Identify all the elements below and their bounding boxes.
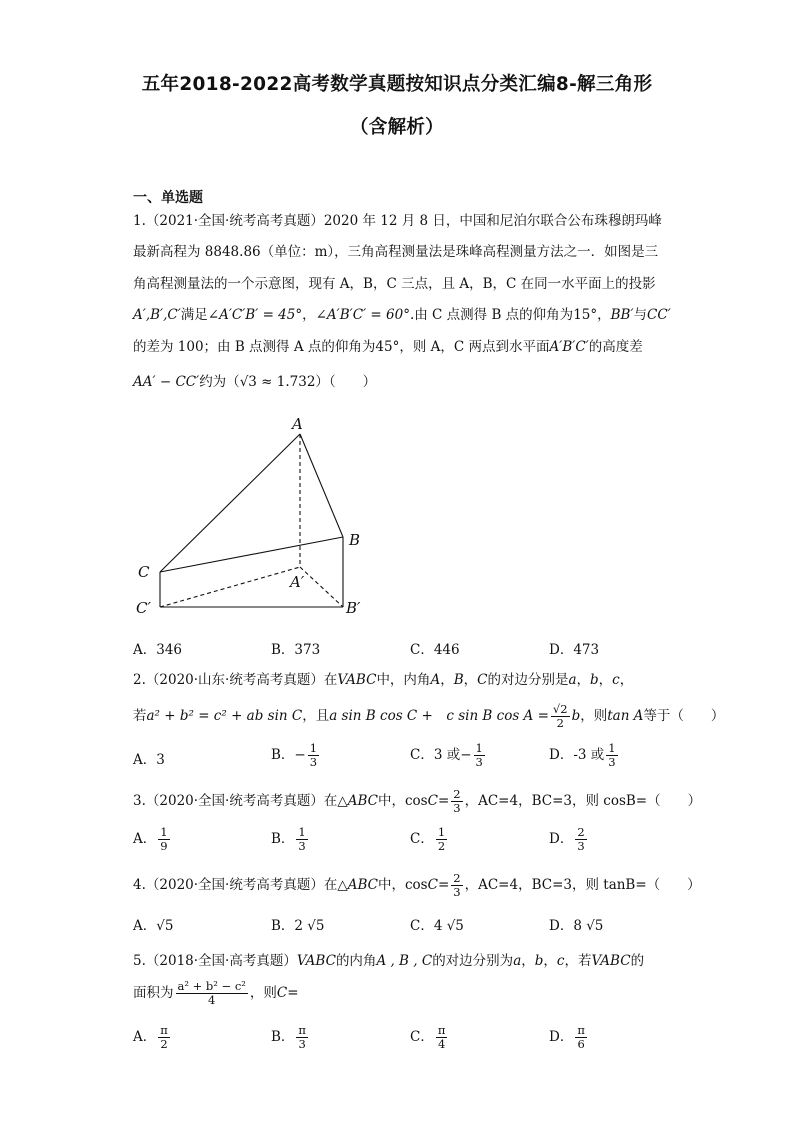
option-fraction (296, 1024, 308, 1051)
q2-math-condition-2: a sin B cos C + c sin B cos A = (329, 708, 549, 724)
fraction-numerator: π (298, 1023, 306, 1037)
option-label: B． (271, 1029, 295, 1045)
q2-math-c: C (477, 672, 488, 688)
q2-math-b: B (453, 672, 464, 688)
q3-text: 中，cos (377, 793, 428, 809)
q3-source: （2020·全国·统考高考真题） (145, 793, 324, 809)
q1-line-1 (133, 211, 662, 231)
fraction-numerator: a² + b² − c² (177, 979, 246, 993)
fraction-numerator: π (437, 1023, 446, 1037)
q2-math-side-b: b (590, 672, 599, 688)
q5-option-b[interactable] (271, 1024, 310, 1051)
q2-option-d[interactable] (549, 742, 620, 769)
q1-text: ， (597, 307, 611, 323)
label-a: A (292, 415, 303, 433)
q5-text: = (287, 985, 299, 1001)
label-b-prime: B′ (346, 599, 361, 617)
q1-math-angle-c: ∠A′C′B′ = 45° (207, 307, 303, 323)
fraction-numerator: 2 (453, 871, 461, 885)
q2-text: ，且 (302, 708, 330, 724)
q5-option-a[interactable] (133, 1024, 172, 1051)
q1-number: 1. (133, 213, 146, 229)
q3-option-b[interactable] (271, 826, 310, 853)
q4-option-c[interactable]: C．4 √5 (410, 918, 464, 934)
q1-option-c[interactable]: C．446 (410, 642, 460, 658)
q1-text: ， (302, 307, 316, 323)
option-label: C． (410, 1029, 434, 1045)
q5-math-triangle: VABC (591, 953, 631, 969)
fraction-denominator: 2 (556, 716, 564, 730)
label-b: B (349, 531, 361, 549)
q2-text: ， (576, 672, 591, 688)
q2-text: 的对边分别是 (487, 672, 569, 688)
q4-option-a[interactable]: A．√5 (133, 918, 174, 934)
q1-line-3: 角高程测量法的一个示意图，现有 A，B，C 三点，且 A，B，C 在同一水平面上的投影 (133, 276, 656, 292)
option-label: C．3 或− (410, 747, 472, 763)
q2-text: ，则 (580, 708, 608, 724)
q5-text: ， (521, 953, 535, 969)
option-fraction (158, 1024, 170, 1051)
q5-number: 5. (133, 953, 146, 969)
q1-text: 与 (633, 307, 648, 323)
q1-text: 的高度差 (588, 339, 643, 355)
option-label: D． (549, 831, 574, 847)
section-heading: 一、单选题 (133, 190, 203, 206)
q4-math-triangle: △ABC (337, 877, 378, 893)
fraction-denominator: 3 (608, 755, 616, 769)
q4-line-1 (133, 872, 701, 899)
q5-text: 面积为 (133, 985, 174, 1001)
q2-option-b[interactable] (271, 742, 321, 769)
q4-option-d[interactable]: D．8 √5 (549, 918, 604, 934)
page-subtitle: （含解析） (349, 117, 444, 138)
option-label: A． (133, 1029, 157, 1045)
q3-fraction (451, 788, 462, 815)
q4-text: 中，cos (377, 877, 428, 893)
q2-math-side-c: c (612, 672, 620, 688)
q1-option-b[interactable]: B．373 (271, 642, 321, 658)
q2-fraction (551, 703, 570, 730)
q1-text: 2020 年 12 月 8 日，中国和尼泊尔联合公布珠穆朗玛峰 (323, 213, 662, 229)
q5-text: ， (543, 953, 557, 969)
q3-option-d[interactable] (549, 826, 589, 853)
fraction-numerator: 1 (475, 741, 483, 755)
q3-number: 3. (133, 793, 146, 809)
option-label: B． (271, 831, 295, 847)
q5-line-2 (133, 980, 299, 1007)
q4-text: 在 (323, 877, 338, 893)
q4-math-c: C (427, 877, 438, 893)
q3-text: 在 (323, 793, 338, 809)
q3-text: ，AC=4，BC=3，则 cosB=（ ） (464, 793, 702, 809)
fraction-numerator: √2 (552, 702, 568, 716)
q5-fraction (176, 980, 248, 1007)
fraction-denominator: 4 (437, 1037, 446, 1051)
q4-option-b[interactable]: B．2 √5 (271, 918, 325, 934)
q3-math-triangle: △ABC (337, 793, 378, 809)
label-a-prime: A′ (290, 573, 305, 591)
label-c: C (138, 563, 150, 581)
edge-c-b (160, 537, 343, 572)
q2-line-1 (133, 670, 633, 690)
q5-math-c: C (276, 985, 288, 1001)
option-label: C． (410, 831, 434, 847)
q3-line-1 (133, 788, 701, 815)
q3-text: = (437, 793, 450, 809)
q2-text: 中，内角 (376, 672, 431, 688)
option-fraction (575, 826, 586, 853)
q2-line-2 (133, 703, 724, 730)
q5-line-1 (133, 951, 644, 971)
q2-math-triangle: VABC (337, 672, 377, 688)
edge-a-b (300, 434, 343, 537)
q2-math-side-a: a (568, 672, 577, 688)
q1-math-sqrt3: √3 ≈ 1.732 (239, 374, 316, 390)
edge-a-c (160, 434, 300, 572)
option-label: D． (549, 1029, 574, 1045)
q4-source: （2020·全国·统考高考真题） (145, 877, 324, 893)
fraction-numerator: 1 (309, 741, 318, 755)
q5-math-side-b: b (534, 953, 544, 969)
option-fraction (436, 826, 447, 853)
q5-text: ，则 (249, 985, 277, 1001)
q2-math-tan-a: tan A (607, 708, 644, 724)
q5-text: 的 (630, 953, 645, 969)
fraction-numerator: 1 (608, 741, 616, 755)
option-fraction (606, 742, 617, 769)
q5-math-angles: A , B , C (376, 953, 433, 969)
edge-c1-a1-dashed (160, 567, 300, 607)
q5-text: 的对边分别为 (432, 953, 514, 969)
q4-fraction (451, 872, 462, 899)
fraction-denominator: 3 (453, 885, 461, 899)
q3-option-a[interactable] (133, 826, 172, 853)
option-fraction (158, 826, 169, 853)
q2-math-condition-1: a² + b² = c² + ab sin C (146, 708, 303, 724)
q3-option-c[interactable] (410, 826, 449, 853)
q1-math-bb: BB′ (610, 307, 634, 323)
q1-text: 满足 (180, 307, 208, 323)
q1-text: .由 C 点测得 B 点的仰角为 (409, 307, 574, 323)
q2-option-c[interactable] (410, 742, 487, 769)
q4-text: = (437, 877, 450, 893)
q1-math-height-diff: AA′ − CC′ (133, 374, 200, 390)
q5-math-triangle: VABC (296, 953, 336, 969)
q1-math-projections: A′,B′,C′ (133, 307, 181, 323)
option-fraction (308, 742, 319, 769)
label-c-prime: C′ (136, 599, 151, 617)
q1-figure (130, 410, 380, 620)
q1-source: （2021·全国·统考高考真题） (145, 213, 324, 229)
fraction-numerator: 1 (160, 825, 168, 839)
q2-answer-blank: 等于（ ） (643, 708, 725, 724)
q2-text: ， (619, 672, 634, 688)
q1-answer-blank: ）（ ） (315, 374, 377, 390)
q1-math-cc: CC′ (647, 307, 671, 323)
q1-text: 约为（ (199, 374, 240, 390)
fraction-numerator: π (160, 1023, 168, 1037)
fraction-denominator: 3 (298, 839, 306, 853)
q1-line-6 (133, 372, 376, 392)
q1-option-a[interactable]: A．346 (133, 642, 183, 658)
fraction-denominator: 2 (437, 839, 446, 853)
option-fraction (436, 1024, 448, 1051)
q1-math-angle-b: ∠A′B′C′ = 60° (315, 307, 410, 323)
fraction-denominator: 3 (309, 755, 318, 769)
option-label: D．-3 或 (549, 747, 605, 763)
q2-source: （2020·山东·统考高考真题） (145, 672, 324, 688)
q2-math-a: A (430, 672, 441, 688)
q1-math-angle-15: 15° (573, 307, 598, 323)
edge-a1-b1-dashed (300, 567, 343, 607)
fraction-denominator: 9 (160, 839, 168, 853)
q5-option-d[interactable] (549, 1024, 589, 1051)
q4-number: 4. (133, 877, 146, 893)
q5-source: （2018·全国·高考真题） (145, 953, 297, 969)
page-title: 五年2018-2022高考数学真题按知识点分类汇编8-解三角形 (141, 74, 653, 95)
q1-text: 的差为 100；由 B 点测得 A 点的仰角为 (133, 339, 376, 355)
q1-math-plane: A′B′C′ (549, 339, 589, 355)
q2-number: 2. (133, 672, 146, 688)
fraction-numerator: 1 (437, 825, 446, 839)
q4-text: ，AC=4，BC=3，则 tanB=（ ） (464, 877, 701, 893)
q2-text: ， (440, 672, 454, 688)
fraction-denominator: 3 (577, 839, 585, 853)
option-label: B．− (271, 747, 306, 763)
fraction-denominator: 4 (208, 993, 216, 1007)
fraction-denominator: 3 (298, 1037, 306, 1051)
q1-option-d[interactable]: D．473 (549, 642, 600, 658)
q3-math-c: C (427, 793, 438, 809)
q2-text: 在 (323, 672, 338, 688)
fraction-numerator: 2 (577, 825, 585, 839)
q5-text: 的内角 (335, 953, 377, 969)
fraction-denominator: 3 (453, 801, 461, 815)
option-fraction (474, 742, 485, 769)
q5-option-c[interactable] (410, 1024, 449, 1051)
q5-math-side-c: c (556, 953, 565, 969)
fraction-numerator: π (577, 1023, 585, 1037)
q2-text: ， (598, 672, 613, 688)
fraction-denominator: 3 (475, 755, 483, 769)
q1-math-angle-45: 45° (375, 339, 400, 355)
fraction-numerator: 1 (298, 825, 306, 839)
q2-text: ， (463, 672, 478, 688)
option-fraction (296, 826, 307, 853)
q1-line-5 (133, 337, 643, 357)
option-fraction (575, 1024, 587, 1051)
fraction-denominator: 6 (577, 1037, 585, 1051)
option-label: A． (133, 831, 157, 847)
q1-text: ，则 A，C 两点到水平面 (399, 339, 550, 355)
fraction-denominator: 2 (160, 1037, 168, 1051)
fraction-numerator: 2 (453, 787, 461, 801)
q1-line-2: 最新高程为 8848.86（单位：m），三角高程测量法是珠峰高程测量方法之一．如图是三 (133, 244, 659, 260)
q5-math-side-a: a (513, 953, 522, 969)
q2-option-a[interactable]: A．3 (133, 752, 165, 768)
q1-line-4 (133, 305, 671, 325)
q5-text: ，若 (564, 953, 592, 969)
q2-math-b: b (571, 708, 581, 724)
q2-text: 若 (133, 708, 147, 724)
